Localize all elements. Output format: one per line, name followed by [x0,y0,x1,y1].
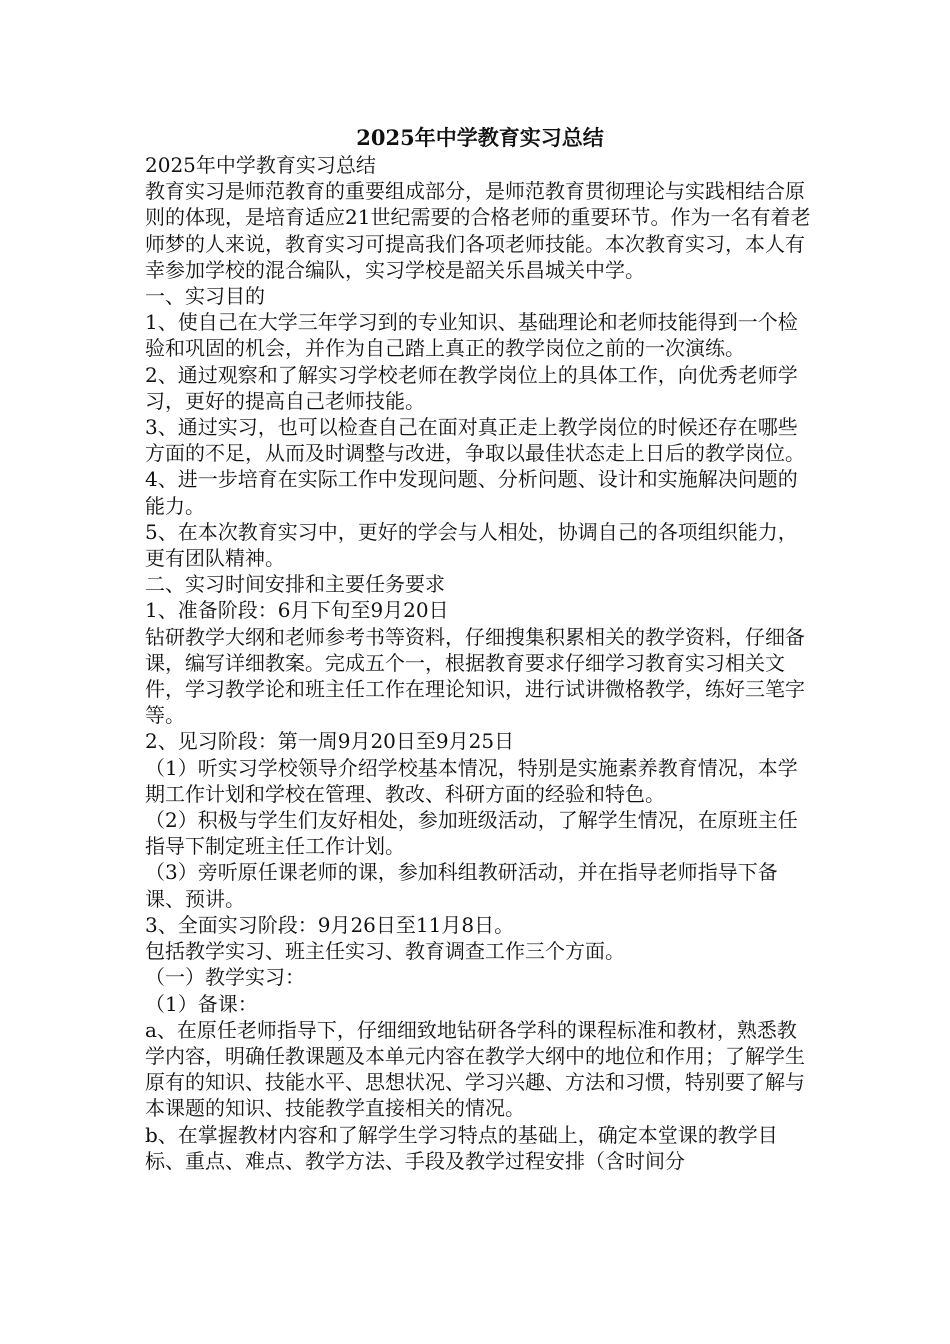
paragraph-purpose-4: 4、进一步培育在实际工作中发现问题、分析问题、设计和实施解决问题的能力。 [145,467,798,518]
paragraph-observation-2: （2）积极与学生们友好相处，参加班级活动，了解学生情况，在原班主任指导下制定班主任工作计划。 [145,808,798,859]
document-subtitle: 2025年中学教育实习总结 [145,153,376,177]
paragraph-full-stage-scope: 包括教学实习、班主任实习、教育调查工作三个方面。 [145,939,625,964]
document-title: 2025年中学教育实习总结 [356,125,604,150]
paragraph-observation-1: （1）听实习学校领导介绍学校基本情况，特别是实施素养教育情况，本学期工作计划和学校在管理、教改、科研方面的经验和特色。 [145,755,798,806]
paragraph-prep-details: 钻研教学大纲和老师参考书等资料，仔细搜集积累相关的教学资料，仔细备课，编写详细教案。完成五个一，根据教育要求仔细学习教育实习相关文件，学习教学论和班主任工作在理论知识，进行试讲微格教学，练好三笔字等。 [145,624,805,728]
section-heading-purpose: 一、实习目的 [145,284,265,309]
paragraph-lesson-prep-b: b、在掌握教材内容和了解学生学习特点的基础上，确定本堂课的教学目标、重点、难点、教学方法、手段及教学过程安排（含时间分 [145,1122,778,1173]
paragraph-observation-stage: 2、见习阶段：第一周9月20日至9月25日 [145,729,515,754]
paragraph-prep-stage: 1、准备阶段：6月下旬至9月20日 [145,598,449,623]
paragraph-purpose-3: 3、通过实习，也可以检查自己在面对真正走上教学岗位的时候还存在哪些方面的不足，从而及时调整与改进，争取以最佳状态走上日后的教学岗位。 [145,415,805,466]
paragraph-purpose-1: 1、使自己在大学三年学习到的专业知识、基础理论和老师技能得到一个检验和巩固的机会，并作为自己踏上真正的教学岗位之前的一次演练。 [145,310,798,361]
paragraph-purpose-5: 5、在本次教育实习中，更好的学会与人相处，协调自己的各项组织能力，更有团队精神。 [145,519,798,571]
paragraph-lesson-prep: （1）备课： [145,991,258,1016]
paragraph-full-stage: 3、全面实习阶段：9月26日至11月8日。 [145,912,515,937]
section-heading-schedule: 二、实习时间安排和主要任务要求 [145,572,445,597]
paragraph-intro: 教育实习是师范教育的重要组成部分，是师范教育贯彻理论与实践相结合原则的体现，是培育适应21世纪需要的合格老师的重要环节。作为一名有着老师梦的人来说，教育实习可提高我们各项老师技能。本次教育实习，本人有幸参加学校的混合编队，实习学校是韶关乐昌城关中学。 [145,179,811,282]
paragraph-lesson-prep-a: a、在原任老师指导下，仔细细致地钻研各学科的课程标准和教材，熟悉教学内容，明确任教课题及本单元内容在教学大纲中的地位和作用；了解学生原有的知识、技能水平、思想状况、学习兴趣、方法和习惯，特别要了解与本课题的知识、技能教学直接相关的情况。 [145,1017,805,1121]
document-body [145,124,815,1174]
paragraph-observation-3: （3）旁听原任课老师的课，参加科组教研活动，并在指导老师指导下备课、预讲。 [145,860,778,911]
paragraph-purpose-2: 2、通过观察和了解实习学校老师在教学岗位上的具体工作，向优秀老师学习，更好的提高自己老师技能。 [145,362,798,413]
paragraph-teaching-practice: （一）教学实习： [145,965,305,990]
